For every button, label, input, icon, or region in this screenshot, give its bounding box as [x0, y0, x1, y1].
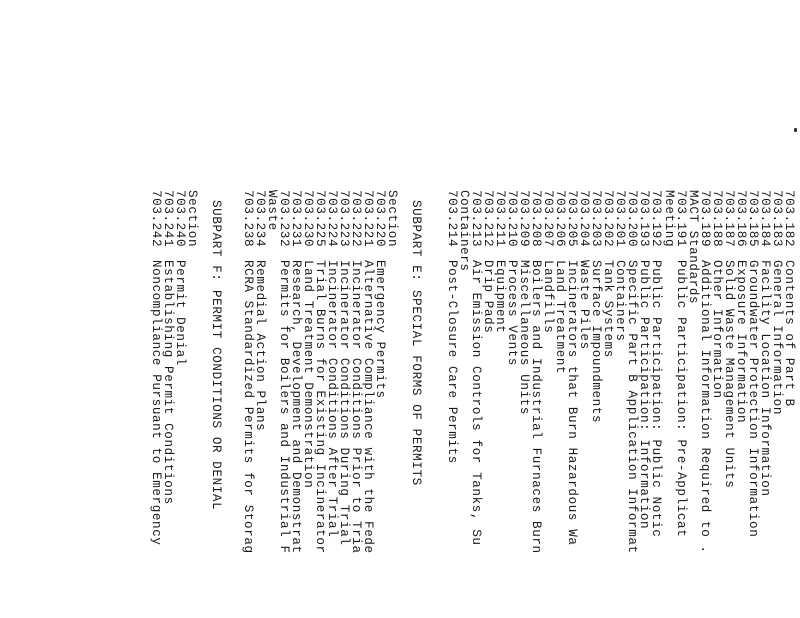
- section-title: Contents of Part B: [782, 260, 796, 407]
- section-number: 703.223: [337, 190, 351, 248]
- section-title: Land Treatment: [553, 260, 567, 375]
- section-title: Public Participation: Public Notic: [649, 260, 663, 538]
- section-title: Facility Location Information: [758, 260, 772, 497]
- section-number: 703.209: [517, 190, 531, 248]
- subpart-e-title: SPECIAL FORMS OF PERMITS: [409, 290, 423, 486]
- section-continuation: Waste: [265, 190, 279, 231]
- scan-speck: [794, 128, 797, 132]
- section-title: Research, Development and Demonstrat: [289, 260, 303, 554]
- section-number: 703.232: [277, 190, 291, 248]
- section-title: Tank Systems: [601, 260, 615, 358]
- section-title: Process Vents: [505, 260, 519, 367]
- section-title: Equipment: [493, 260, 507, 334]
- section-number: 703.230: [301, 190, 315, 248]
- section-number: 703.234: [253, 190, 267, 248]
- section-number: 703.191: [674, 190, 688, 248]
- section-column-label: Section: [185, 190, 199, 248]
- section-number: 703.241: [161, 190, 175, 248]
- section-number: 703.224: [325, 190, 339, 248]
- section-number: 703.186: [734, 190, 748, 248]
- section-title: Remedial Action Plans: [253, 260, 267, 432]
- section-title: RCRA Standardized Permits for Storag: [241, 260, 255, 554]
- section-number: 703.203: [589, 190, 603, 248]
- section-continuation: Meeting: [662, 190, 676, 248]
- section-number: 703.211: [493, 190, 507, 248]
- section-title: Additional Information Required to .: [698, 260, 712, 554]
- section-number: 703.206: [553, 190, 567, 248]
- section-number: 703.189: [698, 190, 712, 248]
- section-title: Incinerator Conditions During Trial: [337, 260, 351, 546]
- section-title: Specific Part B Application Informat: [625, 260, 639, 554]
- section-title: Air Emission Controls for Tanks, Su: [469, 260, 483, 546]
- section-number: 703.231: [289, 190, 303, 248]
- section-title: Alternative Compliance with the Fede: [361, 260, 375, 554]
- section-number: 703.182: [782, 190, 796, 248]
- section-number: 703.220: [373, 190, 387, 248]
- section-title: Incinerator Conditions After Trial: [325, 260, 339, 538]
- section-number: 703.205: [565, 190, 579, 248]
- section-number: 703.200: [625, 190, 639, 248]
- section-title: Containers: [613, 260, 627, 342]
- section-number: 703.210: [505, 190, 519, 248]
- section-number: 703.222: [349, 190, 363, 248]
- section-number: 703.214: [445, 190, 459, 248]
- section-number: 703.204: [577, 190, 591, 248]
- section-number: 703.183: [770, 190, 784, 248]
- section-number: 703.187: [722, 190, 736, 248]
- subpart-e-label: SUBPART E:: [409, 200, 423, 282]
- section-title: Boilers and Industrial Furnaces Burn: [529, 260, 543, 554]
- section-title: Incinerators that Burn Hazardous Wa: [565, 260, 579, 546]
- section-number: 703.242: [149, 190, 163, 248]
- section-number: 703.188: [710, 190, 724, 248]
- section-title: Noncompliance Pursuant to Emergency: [149, 260, 163, 546]
- section-title: Other Information: [710, 260, 724, 399]
- section-title: Trial Burns for Existing Incinerator: [313, 260, 327, 554]
- section-number: 703.207: [541, 190, 555, 248]
- section-number: 703.185: [746, 190, 760, 248]
- section-title: Groundwater Protection Information: [746, 260, 760, 538]
- section-title: Solid Waste Management Units: [722, 260, 736, 489]
- section-number: 703.221: [361, 190, 375, 248]
- section-title: Public Participation: Information: [637, 260, 651, 530]
- section-number: 703.201: [613, 190, 627, 248]
- section-title: Landfills: [541, 260, 555, 334]
- section-number: 703.212: [481, 190, 495, 248]
- section-title: Waste Piles: [577, 260, 591, 350]
- section-title: Exposure Information: [734, 260, 748, 424]
- section-number: 703.240: [173, 190, 187, 248]
- section-number: 703.208: [529, 190, 543, 248]
- section-number: 703.225: [313, 190, 327, 248]
- section-number: 703.238: [241, 190, 255, 248]
- subpart-f-label: SUBPART F:: [209, 200, 223, 282]
- section-title: Surface Impoundments: [589, 260, 603, 424]
- section-continuation: Containers: [457, 190, 471, 272]
- section-title: Permit Denial: [173, 260, 187, 367]
- section-number: 703.213: [469, 190, 483, 248]
- section-title: Emergency Permits: [373, 260, 387, 399]
- section-number: 703.202: [601, 190, 615, 248]
- section-title: Land Treatment Demonstration: [301, 260, 315, 489]
- section-title: Incinerator Conditions Prior to Tria: [349, 260, 363, 554]
- section-number: 703.184: [758, 190, 772, 248]
- section-title: General Information: [770, 260, 784, 415]
- section-continuation: MACT Standards: [686, 190, 700, 305]
- section-number: 703.192: [649, 190, 663, 248]
- section-title: Permits for Boilers and Industrial F: [277, 260, 291, 554]
- section-title: Establishing Permit Conditions: [161, 260, 175, 505]
- section-column-label: Section: [385, 190, 399, 248]
- section-number: 703.193: [637, 190, 651, 248]
- section-title: Post-Closure Care Permits: [445, 260, 459, 464]
- section-title: Miscellaneous Units: [517, 260, 531, 415]
- section-title: Drip Pads: [481, 260, 495, 334]
- subpart-f-title: PERMIT CONDITIONS OR DENIAL: [209, 290, 223, 511]
- section-title: Public Participation: Pre-Applicat: [674, 260, 688, 538]
